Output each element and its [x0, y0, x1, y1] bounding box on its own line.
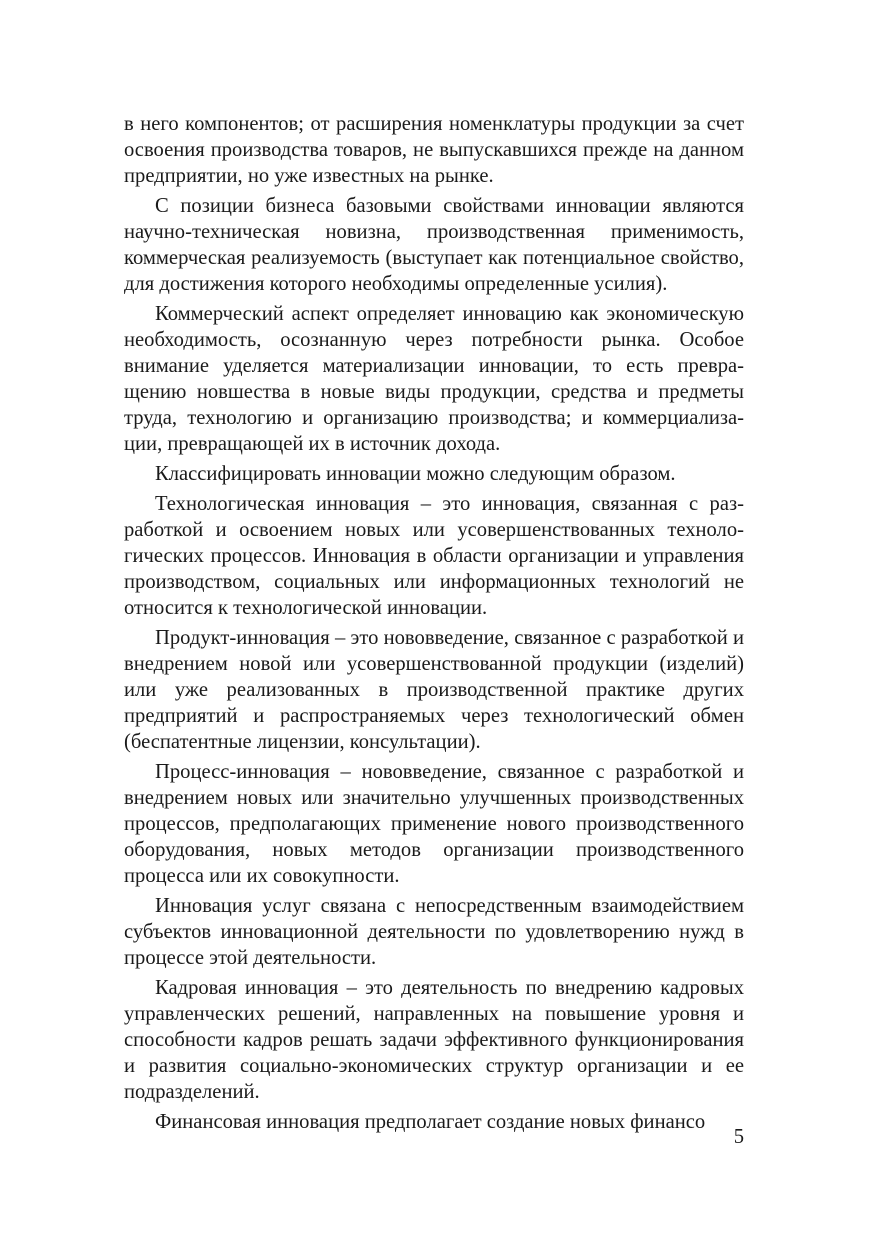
paragraph: Финансовая инновация предполагает создание новых финансо — [155, 1111, 706, 1134]
paragraph: в него компонентов; от расширения номенклатуры продукции за счет освоения производства товаров, не выпускавшихся прежде на данном предприятии, но уже известных на рынке. — [124, 113, 744, 187]
paragraph: Продукт-инновация – это нововведение, связанное с разработкой и внедрением новой или усовершенствованной продукции (изделий) или уже реализованных в производственной практике других предприятий и распространяемых через технологический обмен (беспатентные лицензии, консультации). — [124, 627, 744, 753]
paragraph: Процесс-инновация – нововведение, связанное с разработкой и внедрением новых или значительно улучшенных производственных процессов, предполагающих применение нового производственного оборудования, новых методов организации производственного процесса или их совокупности. — [124, 761, 744, 887]
page-number: 5 — [733, 1126, 744, 1148]
paragraph: Кадровая инновация – это деятельность по внедрению кадровых управленческих решений, направленных на повышение уровня и способности кадров решать задачи эффективного функционирования и развития социально-экономических структур организации и ее подразделений. — [124, 977, 744, 1103]
paragraph: С позиции бизнеса базовыми свойствами инновации являются научно-техническая новизна, производственная применимость, коммерческая реализуемость (выступает как потенциальное свойство, для достижения которого необходимы определенные усилия). — [124, 195, 744, 295]
paragraph: Технологическая инновация – это инновация, связанная с разработкой и освоением новых или усовершенствованных технологических процессов. Инновация в области организации и управления производством, социальных или информационных технологий не относится к технологической инновации. — [124, 493, 744, 619]
paragraph: Классифицировать инновации можно следующим образом. — [155, 462, 676, 485]
body-text — [124, 112, 744, 1140]
paragraph: Инновация услуг связана с непосредственным взаимодействием субъектов инновационной деятельности по удовлетворению нужд в процессе этой деятельности. — [124, 895, 744, 969]
paragraph: Коммерческий аспект определяет инновацию как экономическую необходимость, осознанную через потребности рынка. Особое внимание уделяется материализации инновации, то есть превращению новшества в новые виды продукции, средства и предметы труда, технологию и организацию производства; и коммерциализации, превращающей их в источник дохода. — [124, 303, 744, 455]
